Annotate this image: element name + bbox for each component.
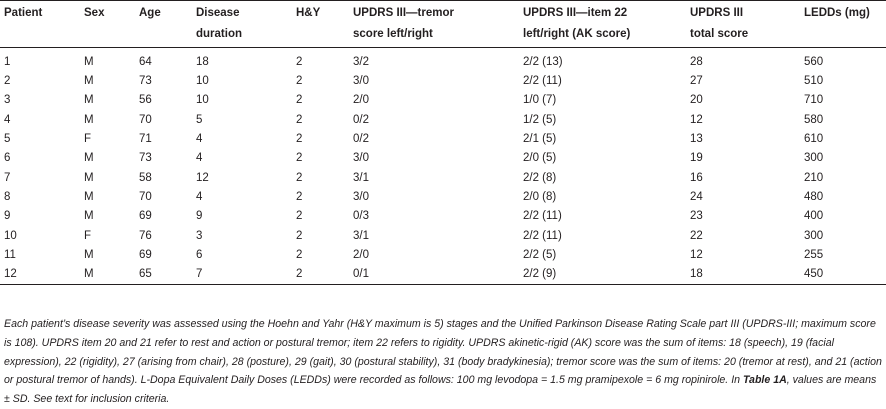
column-header-line: Disease [196, 7, 240, 19]
table-cell: 12 [196, 171, 209, 184]
table-cell: 7 [4, 171, 11, 184]
table-cell: 6 [196, 248, 203, 261]
table-cell: 69 [139, 248, 152, 261]
table-cell: 2 [296, 94, 303, 107]
table-cell: 480 [804, 190, 824, 203]
table-cell: 65 [135, 265, 192, 285]
column-header-line: Age [139, 7, 161, 19]
table-cell: 71 [139, 133, 152, 146]
column-header [292, 1, 349, 48]
table-cell: 560 [804, 55, 824, 68]
table-cell: F [84, 229, 92, 242]
table-cell: 0/3 [353, 210, 369, 223]
table-cell: 20 [690, 94, 703, 107]
table-cell: 22 [690, 229, 703, 242]
table-cell: 710 [804, 94, 824, 107]
table-cell: 70 [139, 190, 152, 203]
table-row [0, 111, 886, 130]
table-cell: 70 [139, 113, 152, 126]
table-cell: 12 [690, 248, 703, 261]
table-cell: 0/2 [353, 133, 369, 146]
table-cell: 2 [296, 152, 303, 165]
table-cell: 0/2 [353, 113, 369, 126]
table-cell: 2/2 (11) [523, 210, 562, 223]
table-cell: 300 [804, 229, 824, 242]
table-cell: 1/0 (7) [523, 94, 557, 107]
table-cell: 2 [296, 190, 303, 203]
column-header-line: Sex [84, 7, 105, 19]
column-header [349, 1, 519, 48]
table-cell: 69 [139, 210, 152, 223]
table-cell: 3/1 [353, 171, 369, 184]
table-cell: 2/2 (11) [523, 75, 562, 88]
table-cell: 4 [196, 190, 203, 203]
table-cell: 19 [690, 152, 703, 165]
table-cell: M [84, 248, 94, 261]
table-cell: 58 [139, 171, 152, 184]
table-body [0, 48, 886, 285]
table-cell: 73 [139, 152, 152, 165]
table-cell: 300 [804, 152, 824, 165]
table-cell: M [84, 113, 94, 126]
table-row [0, 226, 886, 245]
table-cell: 2 [296, 229, 303, 242]
column-header [686, 1, 800, 48]
table-cell: 2 [296, 171, 303, 184]
column-header [80, 1, 135, 48]
column-header-line: Patient [4, 7, 43, 19]
column-header-line: LEDDs (mg) [804, 7, 870, 19]
table-cell: 11 [4, 248, 16, 261]
table-cell: 64 [139, 55, 152, 68]
column-header-line: duration [196, 28, 242, 40]
table-cell: 2/2 (13) [523, 55, 563, 68]
table-row [0, 168, 886, 187]
table-cell: 2/2 (5) [523, 248, 557, 261]
table-cell: 18 [686, 265, 800, 285]
table-cell: 23 [690, 210, 703, 223]
table-cell: 0/1 [349, 265, 519, 285]
table-cell: 2/0 (5) [523, 152, 557, 165]
column-header [800, 1, 886, 48]
column-header-line: UPDRS III—tremor [353, 7, 454, 19]
table-cell: 2 [296, 75, 303, 88]
table-cell: M [84, 190, 94, 203]
table-cell: 450 [800, 265, 886, 285]
table-cell: 2/0 [353, 94, 369, 107]
table-cell: 10 [4, 229, 17, 242]
table-cell: 4 [4, 113, 11, 126]
column-header-line: H&Y [296, 7, 321, 19]
table-cell: M [84, 152, 94, 165]
table-cell: 3/0 [353, 190, 369, 203]
table-cell: 3/0 [353, 75, 369, 88]
table-cell: 5 [196, 113, 203, 126]
table-cell: 2 [296, 113, 303, 126]
table-cell: 5 [4, 133, 11, 146]
table-cell: F [84, 133, 92, 146]
table-cell: 610 [804, 133, 824, 146]
table-cell: 16 [690, 171, 703, 184]
table-cell: 76 [139, 229, 152, 242]
table-cell: M [80, 265, 135, 285]
table-cell: 4 [196, 133, 203, 146]
table-row [0, 48, 886, 73]
table-cell: 4 [196, 152, 203, 165]
table-cell: 27 [690, 75, 703, 88]
table-cell: M [84, 171, 94, 184]
table-cell: 3/2 [353, 55, 369, 68]
table-cell: 7 [192, 265, 292, 285]
footnote-text-end: , values are means ± SD. See text for inclusion criteria. [4, 374, 877, 406]
table-cell: 56 [139, 94, 152, 107]
table-cell: 2/2 (8) [523, 171, 557, 184]
table-cell: 2 [296, 210, 303, 223]
column-header-line: total score [690, 28, 749, 40]
table-cell: 400 [804, 210, 824, 223]
table-cell: 1 [4, 55, 11, 68]
table-cell: 2 [296, 55, 303, 68]
table-row [0, 188, 886, 207]
table-cell: 3/1 [353, 229, 369, 242]
table-row [0, 130, 886, 149]
table-row [0, 72, 886, 91]
table-row [0, 246, 886, 265]
table-cell: 510 [804, 75, 824, 88]
table-cell: 1/2 (5) [523, 113, 557, 126]
column-header-line: left/right (AK score) [523, 28, 631, 40]
table-cell: 2/1 (5) [523, 133, 557, 146]
table-cell: 8 [4, 190, 11, 203]
table-cell: 9 [196, 210, 203, 223]
table-cell: 2 [292, 265, 349, 285]
table-cell: M [84, 75, 94, 88]
table-row [0, 149, 886, 168]
table-row [0, 91, 886, 110]
column-header [135, 1, 192, 48]
table-cell: 2/2 (9) [519, 265, 686, 285]
table-cell: 255 [804, 248, 824, 261]
table-cell: 12 [690, 113, 703, 126]
table-cell: 3 [196, 229, 203, 242]
table-reference: Table 1A [742, 374, 787, 387]
column-header [519, 1, 686, 48]
table-row [0, 265, 886, 285]
table-row [0, 207, 886, 226]
table-cell: 18 [196, 55, 209, 68]
column-header-line: UPDRS III—item 22 [523, 7, 628, 19]
table-cell: 2/0 (8) [523, 190, 557, 203]
table-cell: M [84, 55, 94, 68]
table-cell: 24 [690, 190, 703, 203]
header-row [0, 1, 886, 48]
table-cell: M [84, 210, 94, 223]
column-header [0, 1, 80, 48]
table-cell: 10 [196, 94, 209, 107]
table-cell: 2/2 (11) [523, 229, 562, 242]
column-header-line: score left/right [353, 28, 433, 40]
table-cell: 6 [4, 152, 11, 165]
table-cell: 13 [690, 133, 703, 146]
table-cell: 28 [690, 55, 703, 68]
table-cell: 580 [804, 113, 824, 126]
table-footnote [4, 315, 884, 409]
table-cell: 2 [296, 133, 303, 146]
table-cell: 12 [0, 265, 80, 285]
column-header [192, 1, 292, 48]
table-cell: 2/0 [353, 248, 369, 261]
table-cell: 73 [139, 75, 152, 88]
table-cell: 2 [296, 248, 303, 261]
table-cell: 3 [4, 94, 11, 107]
table-cell: M [84, 94, 94, 107]
table-cell: 210 [804, 171, 824, 184]
column-header-line: UPDRS III [690, 7, 744, 19]
table-cell: 2 [4, 75, 11, 88]
table-cell: 10 [196, 75, 209, 88]
table-cell: 9 [4, 210, 11, 223]
footnote-text: Each patient’s disease severity was assessed using the Hoehn and Yahr (H&Y maximum is 5) stages and the Unified Parkinson Disease Rating Scale part III (UPDRS-III; maximum score is 108). UPDRS item 20 and 21 refer to rest and action or postural tremor; item 22 refers to rigidity. UPDRS akinetic-rigid (AK) score was the sum of items: 18 (speech), 19 (facial expression), 22 (rigidity), 27 (arising from chair), 28 (posture), 29 (gait), 30 (postural stability), 31 (body bradykinesia); tremor score was the sum of items: 20 (tremor at rest), and 21 (action or postural tremor of hands). L-Dopa Equivalent Daily Doses (LEDDs) were recorded as follows: 100 mg levodopa = 1.5 mg pramipexole = 6 mg ropinirole. In [4, 318, 882, 387]
table-cell: 3/0 [353, 152, 369, 165]
